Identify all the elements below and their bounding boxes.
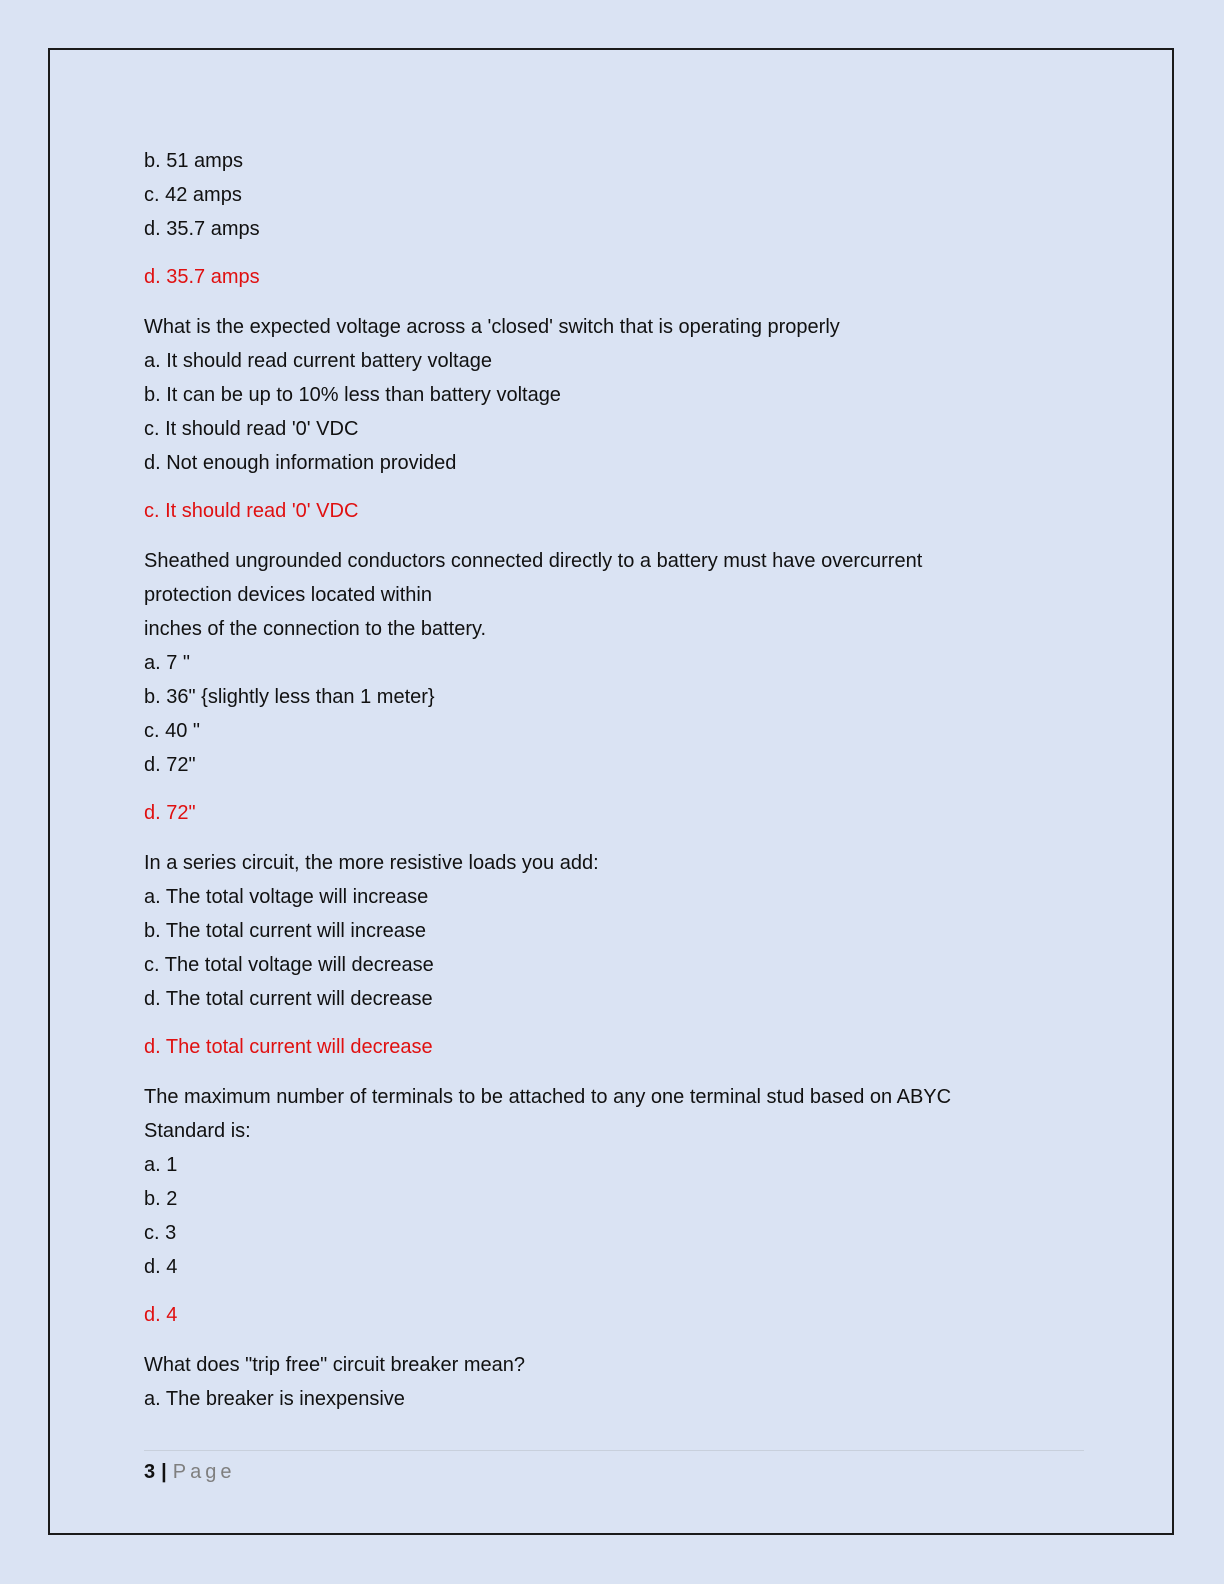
answer-line: d. 4 [144,1304,178,1326]
page-footer [144,1458,235,1486]
option: c. 3 [144,1222,177,1244]
answer-line: d. 35.7 amps [144,266,260,288]
option: d. 4 [144,1256,178,1278]
page-number: 3 [144,1461,156,1483]
option: a. It should read current battery voltage [144,350,492,372]
option: c. The total voltage will decrease [144,954,434,976]
option: a. The breaker is inexpensive [144,1388,405,1410]
option: d. 72" [144,754,196,776]
question-text: protection devices located within [144,584,432,606]
question-block [144,544,1084,830]
option: c. 40 " [144,720,201,742]
option: a. The total voltage will increase [144,886,429,908]
answer-line: d. The total current will decrease [144,1036,433,1058]
document-body [144,144,1084,1416]
footer-separator: | [161,1461,167,1483]
option: b. 2 [144,1188,178,1210]
option: c. It should read '0' VDC [144,418,359,440]
option: b. It can be up to 10% less than battery voltage [144,384,561,406]
option: b. 51 amps [144,150,243,172]
question-text: The maximum number of terminals to be attached to any one terminal stud based on ABYC [144,1086,952,1108]
question-text: In a series circuit, the more resistive loads you add: [144,852,599,874]
answer-line: c. It should read '0' VDC [144,500,359,522]
option: d. 35.7 amps [144,218,260,240]
question-block [144,310,1084,528]
question-block [144,846,1084,1064]
page-label: Page [172,1461,236,1483]
answer-line: d. 72" [144,802,196,824]
option: c. 42 amps [144,184,242,206]
option: a. 1 [144,1154,178,1176]
option: b. 36" {slightly less than 1 meter} [144,686,435,708]
question-block [144,1348,1084,1416]
question-text: Sheathed ungrounded conductors connected directly to a battery must have overcurrent [144,550,923,572]
question-text: What does "trip free" circuit breaker mean? [144,1354,526,1376]
question-text: Standard is: [144,1120,251,1142]
option: d. Not enough information provided [144,452,457,474]
option: a. 7 " [144,652,191,674]
question-block [144,1080,1084,1332]
option: b. The total current will increase [144,920,426,942]
option: d. The total current will decrease [144,988,433,1010]
footer-divider [144,1450,1084,1451]
question-text: inches of the connection to the battery. [144,618,487,640]
question-text: What is the expected voltage across a 'closed' switch that is operating properly [144,316,840,338]
previous-question-tail [144,144,1084,294]
